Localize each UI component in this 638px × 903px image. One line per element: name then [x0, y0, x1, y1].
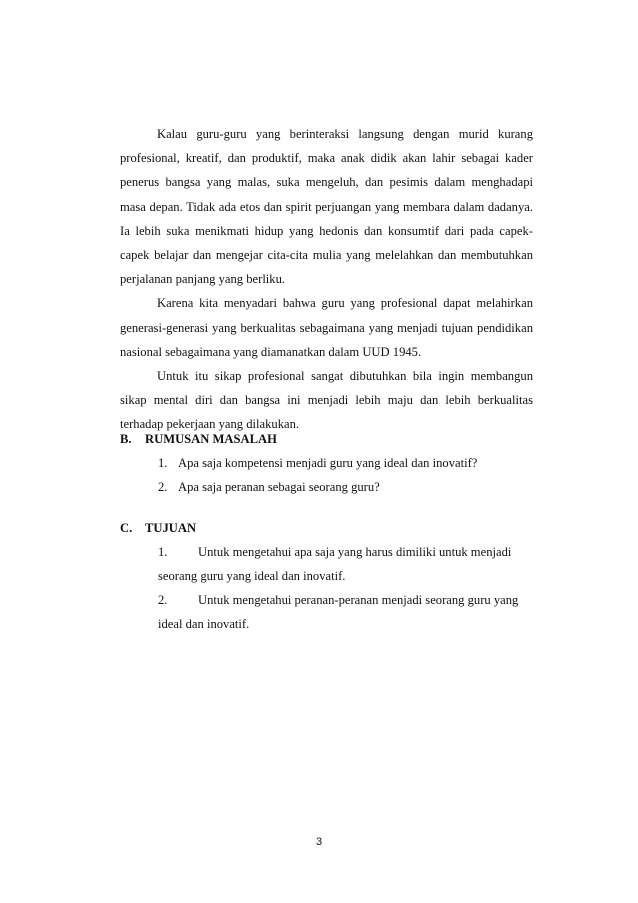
- list-item-text: Apa saja peranan sebagai seorang guru?: [178, 480, 380, 494]
- paragraph-3: Untuk itu sikap profesional sangat dibutuhkan bila ingin membangun sikap mental diri dan bangsa ini menjadi lebih maju dan lebih berkualitas terhadap pekerjaan yang dilakukan.: [120, 369, 533, 432]
- section-c-number: C.: [120, 521, 133, 535]
- paragraph-1: Kalau guru-guru yang berinteraksi langsung dengan murid kurang profesional, kreatif, dan produktif, maka anak didik akan lahir sebagai kader penerus bangsa yang malas, suka mengeluh, dan pesimis dalam menghadapi masa depan. Tidak ada etos dan spirit perjuangan yang membara dalam dadanya. Ia lebih suka menikmati hidup yang hedonis dan konsumtif dari pada capek-capek belajar dan mengejar cita-cita mulia yang melelahkan dan membutuhkan perjalanan panjang yang berliku.: [120, 127, 533, 287]
- list-item-number: 1.: [158, 456, 168, 470]
- list-item-text: Apa saja kompetensi menjadi guru yang ideal dan inovatif?: [178, 456, 478, 470]
- list-item-number: 2.: [158, 593, 168, 607]
- section-b-title: RUMUSAN MASALAH: [145, 432, 277, 446]
- list-item: [158, 540, 538, 588]
- list-item-text: Untuk mengetahui peranan-peranan menjadi seorang guru yang: [198, 593, 519, 607]
- list-item-text: Untuk mengetahui apa saja yang harus dimiliki untuk menjadi: [198, 545, 512, 559]
- section-c-heading: [120, 516, 196, 540]
- list-item-number: 2.: [158, 480, 168, 494]
- section-b-heading: [120, 427, 277, 451]
- section-c-title: TUJUAN: [145, 521, 197, 535]
- list-item: [158, 475, 477, 499]
- list-item-text-continued: seorang guru yang ideal dan inovatif.: [158, 569, 346, 583]
- objectives-list: [158, 540, 538, 636]
- list-item: [158, 588, 538, 636]
- section-b-number: B.: [120, 432, 132, 446]
- list-item-number: 1.: [158, 545, 168, 559]
- list-item: [158, 451, 477, 475]
- page-number: 3: [315, 836, 323, 848]
- research-questions-list: [158, 451, 477, 499]
- introduction-text: [120, 122, 533, 437]
- paragraph-2: Karena kita menyadari bahwa guru yang profesional dapat melahirkan generasi-generasi yang berkualitas sebagaimana yang menjadi tujuan pendidikan nasional sebagaimana yang diamanatkan dalam UUD 1945.: [120, 296, 533, 359]
- list-item-text-continued: ideal dan inovatif.: [158, 617, 250, 631]
